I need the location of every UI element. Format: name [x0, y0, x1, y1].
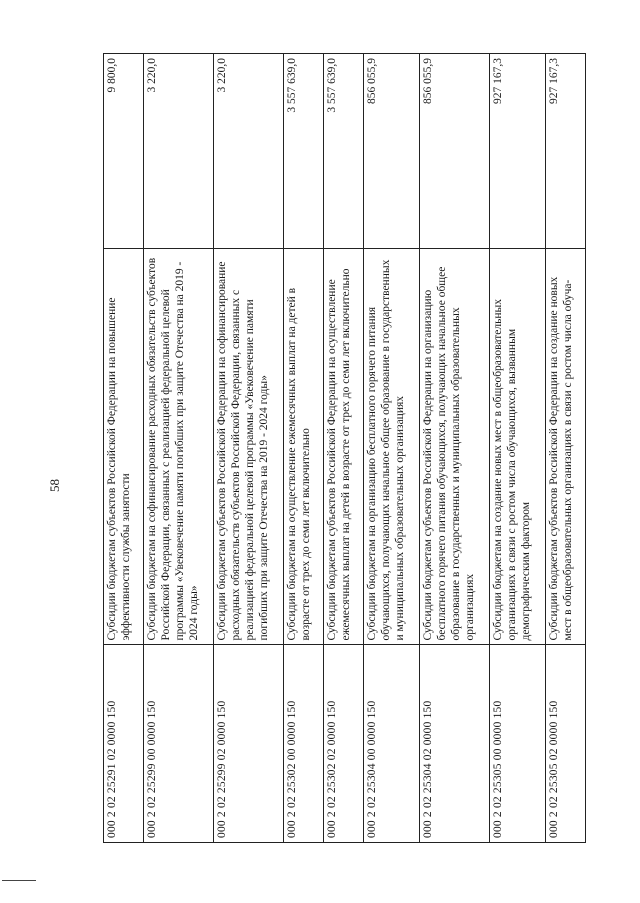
description-cell: Субсидии бюджетам на софинансирование расходных обязательств субъектов Российской Федерации, связанных с реализацией федеральной целевой программы «Увековечение памяти погибших при защите Отечества на 2019 - 2024 годы»	[144, 249, 214, 645]
scan-edge-mark	[2, 880, 36, 881]
page-number-container	[48, 466, 62, 492]
description-cell: Субсидии бюджетам субъектов Российской Федерации на софинансирование расходных обязательств субъектов Российской Федерации, связанных с реализацией федеральной целевой программы «Увековечение памяти погибших при защите Отечества на 2019 - 2024 годы»	[214, 249, 284, 645]
budget-code-cell: 000 2 02 25305 02 0000 150	[546, 645, 586, 843]
description-cell: Субсидии бюджетам субъектов Российской Федерации на повышение эффективности службы занятости	[104, 249, 144, 645]
table-row	[214, 54, 284, 843]
rotated-table-container	[103, 53, 574, 843]
budget-code-cell: 000 2 02 25302 00 0000 150	[284, 645, 324, 843]
description-cell: Субсидии бюджетам на осуществление ежемесячных выплат на детей в возрасте от трех до семи лет включительно	[284, 249, 324, 645]
budget-table-body	[104, 54, 586, 843]
budget-code-cell: 000 2 02 25302 02 0000 150	[324, 645, 364, 843]
budget-code-cell: 000 2 02 25304 00 0000 150	[364, 645, 420, 843]
amount-cell: 3 220,0	[144, 54, 214, 250]
amount-cell: 856 055,9	[364, 54, 420, 250]
description-cell: Субсидии бюджетам субъектов Российской Федерации на осуществление ежемесячных выплат на детей в возрасте от трех до семи лет включительно	[324, 249, 364, 645]
description-cell: Субсидии бюджетам субъектов Российской Федерации на создание новых мест в общеобразовательных организациях в связи с ростом числа обуча-	[546, 249, 586, 645]
description-cell: Субсидии бюджетам на создание новых мест в общеобразовательных организациях в связи с ростом числа обучающихся, вызванным демографическим фактором	[490, 249, 546, 645]
table-row	[420, 54, 490, 843]
table-row	[144, 54, 214, 843]
budget-code-cell: 000 2 02 25305 00 0000 150	[490, 645, 546, 843]
budget-table	[103, 53, 586, 843]
amount-cell: 3 557 639,0	[284, 54, 324, 250]
description-cell: Субсидии бюджетам на организацию бесплатного горячего питания обучающихся, получающих начальное общее образование в государственных и муниципальных образовательных организациях	[364, 249, 420, 645]
table-row	[104, 54, 144, 843]
table-row	[284, 54, 324, 843]
description-cell: Субсидии бюджетам субъектов Российской Федерации на организацию бесплатного горячего питания обучающихся, получающих начальное общее образование в государственных и муниципальных образовательных организациях	[420, 249, 490, 645]
amount-cell: 927 167,3	[490, 54, 546, 250]
budget-code-cell: 000 2 02 25291 02 0000 150	[104, 645, 144, 843]
table-row	[490, 54, 546, 843]
budget-code-cell: 000 2 02 25299 00 0000 150	[144, 645, 214, 843]
amount-cell: 9 800,0	[104, 54, 144, 250]
table-row	[324, 54, 364, 843]
table-row	[546, 54, 586, 843]
amount-cell: 3 557 639,0	[324, 54, 364, 250]
table-row	[364, 54, 420, 843]
amount-cell: 856 055,9	[420, 54, 490, 250]
page-number: 58	[47, 479, 62, 492]
amount-cell: 927 167,3	[546, 54, 586, 250]
budget-code-cell: 000 2 02 25299 02 0000 150	[214, 645, 284, 843]
amount-cell: 3 220,0	[214, 54, 284, 250]
budget-code-cell: 000 2 02 25304 02 0000 150	[420, 645, 490, 843]
